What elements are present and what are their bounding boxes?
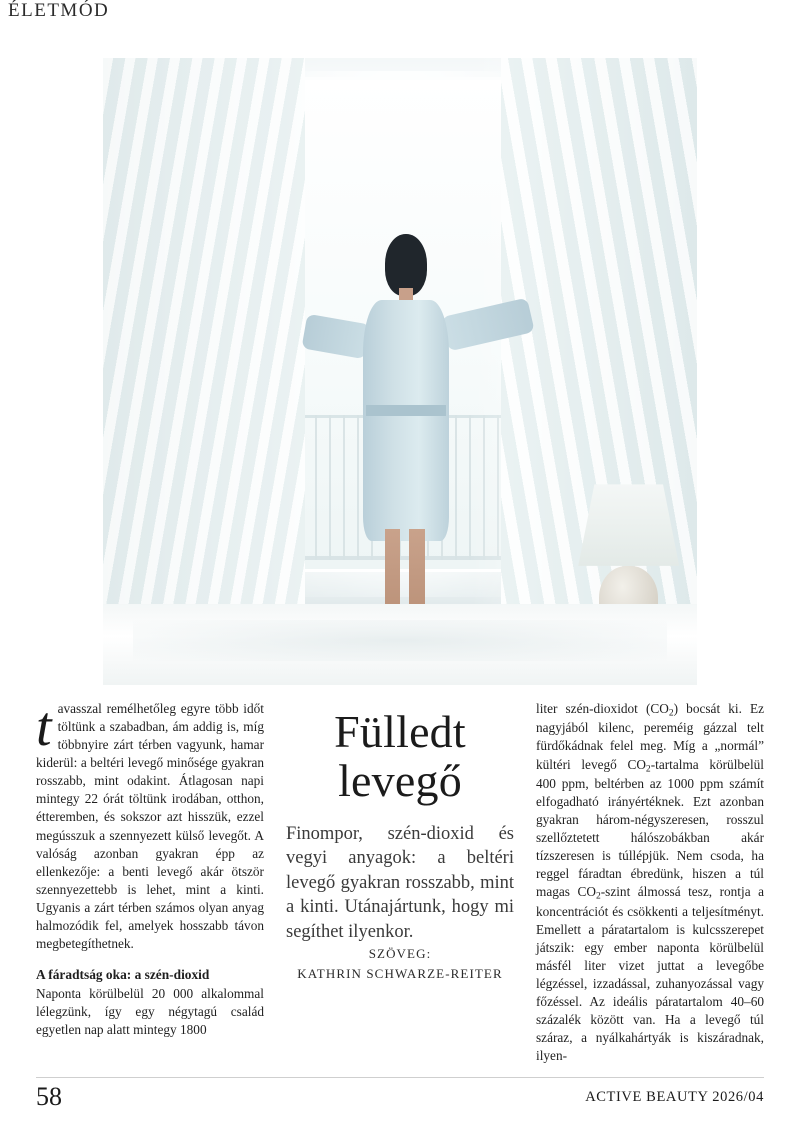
figure-left-leg <box>385 529 400 615</box>
photo-scene <box>103 58 697 685</box>
bed-linen <box>103 604 697 686</box>
text-column-3 <box>536 700 764 1066</box>
byline-author: KATHRIN SCHWARZE-REITER <box>297 965 503 981</box>
figure-right-leg <box>409 529 424 615</box>
figure-bathrobe <box>363 300 449 541</box>
drop-cap: t <box>36 696 52 758</box>
byline <box>286 944 514 983</box>
body-paragraph: Naponta körülbelül 20 000 alkalommal lélegzünk, így egy négytagú család egyetlen nap alatt mintegy 1800 <box>36 986 264 1038</box>
body-paragraph: liter szén-dioxidot (CO2) bocsát ki. Ez nagyjából kilenc, pereméig gázzal telt fürdőkádnak felel meg. Míg a „normál” kültéri levegő CO2-tartalma körülbelül 400 ppm, beltérben az 1000 ppm számít elfogadható irányértéknek. Ezt azonban gyakran három-négyszeresen, rosszul szellőztetett hálószobákban akár tízszeresen is túllépjük. Nem csoda, ha reggel fáradtan ébredünk, hiszen a túl magas CO2-szint álmossá tesz, rontja a koncentrációt és csökkenti a teljesítményt. Emellett a páratartalom is kulcsszerepet játszik: egy ember naponta körülbelül másfél liter vizet juttat a levegőbe légzéssel, izzadással, zuhanyozással vagy főzéssel. Az ideális páratartalom 40–60 százalék között van. Ha a levegő túl száraz, a nyálkahártyák is kiszáradnak, ilyen- <box>536 701 765 1064</box>
headline-line-1: Fülledt <box>334 706 466 757</box>
publication-footer: ACTIVE BEAUTY 2026/04 <box>585 1089 764 1105</box>
curtain-left <box>103 58 305 610</box>
page-number: 58 <box>36 1082 62 1111</box>
running-head-text: ÉLETMÓD <box>8 0 110 21</box>
body-paragraph <box>36 696 264 953</box>
article-deck: Finompor, szén-dioxid és vegyi anyagok: a beltéri levegő gyakran rosszabb, mint a kinti. Utánajártunk, hogy mi segíthet ilyenkor. <box>286 823 514 942</box>
woman-figure <box>347 234 466 623</box>
headline-line-2: levegő <box>338 754 462 806</box>
section-subheading: A fáradtság oka: a szén-dioxid <box>36 967 210 983</box>
figure-robe-belt <box>366 405 447 417</box>
footer-divider <box>36 1077 764 1078</box>
body-text: avasszal remélhetőleg egyre több időt töltünk a szabadban, ám addig is, míg többnyire zárt térben vagyunk, hamar kiderül: a beltéri levegő minősége gyakran rosszabb, mint odakint. Átlagosan napi mintegy 22 órát töltünk irodában, otthon, étteremben, és sokszor azt hisszük, ezzel megússzuk a szennyezett külső levegőt. A valóság azonban gyakran épp az ellenkezője: a benti levegő akár ötször szennyezettebb is lehet, mint a kinti. Ugyanis a zárt térben számos olyan anyag halmozódik fel, amelyek hosszabb távon megbetegíthetnek. <box>36 701 264 952</box>
byline-label: SZÖVEG: <box>368 946 432 962</box>
text-column-1 <box>36 696 264 1040</box>
running-head <box>8 0 109 22</box>
article-headline <box>286 708 514 806</box>
hero-image <box>103 58 697 685</box>
text-column-2 <box>286 700 514 983</box>
lamp-shade <box>578 484 679 566</box>
article-body <box>36 696 765 1070</box>
figure-hair <box>385 234 428 296</box>
